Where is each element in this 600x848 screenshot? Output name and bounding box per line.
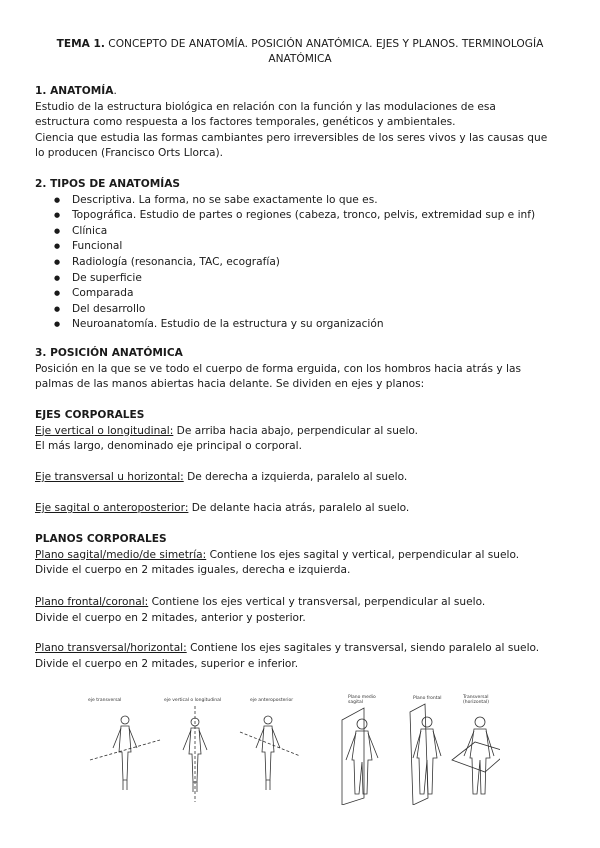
term-label: Eje vertical o longitudinal: [35,424,174,437]
paragraph-line: Divide el cuerpo en 2 mitades, superior e inferior. [35,657,299,670]
paragraph-line: lo producen (Francisco Orts Llorca). [35,147,223,160]
list-item: ● Neuroanatomía. Estudio de la estructura y su organización [35,317,565,333]
paragraph-line: Ciencia que estudia las formas cambiantes pero irreversibles de los seres vivos y las causas que [35,131,548,144]
term-label: Plano sagital/medio/de simetría: [35,548,207,561]
figure-label: eje transversal [88,698,122,703]
term-label: Plano frontal/coronal: [35,596,149,608]
paragraph-line: palmas de las manos abiertas hacia delante. Se dividen en ejes y planos: [35,378,425,391]
frontal-plane [410,704,428,805]
term-text: De delante hacia atrás, paralelo al suelo. [188,502,410,514]
axis-line [240,732,300,756]
human-figure-icon [346,719,378,794]
section-heading: PLANOS CORPORALES [35,533,167,545]
section-tipos [35,177,565,333]
term-text: De derecha a izquierda, paralelo al suelo. [183,471,408,483]
list-item: ● Topográfica. Estudio de partes o regiones (cabeza, tronco, pelvis, extremidad sup e inf) [35,208,565,224]
section-heading: 1. ANATOMÍA [35,85,114,97]
list-item: ● Radiología (resonancia, TAC, ecografía) [35,255,565,271]
paragraph-line: estructura como respuesta a los factores temporales, genéticos y ambientales. [35,116,456,129]
section-posicion [35,346,565,393]
human-figure-icon [183,718,207,792]
section-heading: EJES CORPORALES [35,409,145,421]
plano-transversal [35,641,565,672]
paragraph-line: Divide el cuerpo en 2 mitades, anterior y posterior. [35,611,306,624]
figure-label: Transversal (horizontal) [463,695,489,705]
figure-label: eje vertical o longitudinal [164,698,222,703]
section-planos [35,532,565,579]
eje-sagital [35,501,565,517]
axis-line [90,740,160,760]
heading-tail: . [113,85,117,97]
list-item: ● Descriptiva. La forma, no se sabe exactamente lo que es. [35,193,565,209]
term-label: Eje transversal u horizontal: [35,471,184,483]
term-label: Eje sagital o anteroposterior: [35,502,189,514]
paragraph-line: Posición en la que se ve todo el cuerpo de forma erguida, con los hombros hacia atrás y las [35,362,522,375]
title-text: CONCEPTO DE ANATOMÍA. POSICIÓN ANATÓMICA. EJES Y PLANOS. TERMINOLOGÍA ANATÓMICA [104,38,544,65]
section-heading: 3. POSICIÓN ANATÓMICA [35,347,183,359]
paragraph-line: Estudio de la estructura biológica en relación con la función y las modulaciones de esa [35,100,496,113]
list-item: ● Funcional [35,239,565,255]
list-item: ● De superficie [35,271,565,287]
section-heading: 2. TIPOS DE ANATOMÍAS [35,178,181,190]
term-text: Contiene los ejes vertical y transversal, perpendicular al suelo. [148,596,486,608]
transverse-plane [452,742,500,772]
list-item: ● Comparada [35,286,565,302]
plano-frontal [35,595,565,626]
human-figure-icon [113,716,137,790]
section-anatomia [35,84,565,162]
term-text: Contiene los ejes sagitales y transversal, siendo paralelo al suelo. [186,642,540,654]
section-ejes [35,408,565,455]
figures-svg [80,690,500,805]
figure-label: Plano frontal [413,696,442,701]
eje-transversal [35,470,565,486]
list-item: ● Del desarrollo [35,302,565,318]
figure-label: Plano medio sagital [348,695,376,705]
page-title [40,37,560,67]
anatomy-figures [80,690,500,805]
list-item: ● Clínica [35,224,565,240]
figure-label: eje anteroposterior [250,698,294,703]
human-figure-icon [256,716,280,790]
human-figure-icon [464,717,494,794]
paragraph-line: Divide el cuerpo en 2 mitades iguales, derecha e izquierda. [35,564,351,577]
sagittal-plane [342,708,364,805]
tipos-list [35,193,565,333]
term-text: Contiene los ejes sagital y vertical, perpendicular al suelo. [206,548,520,561]
term-label: Plano transversal/horizontal: [35,642,187,654]
term-text: De arriba hacia abajo, perpendicular al suelo. [173,424,419,437]
title-bold: TEMA 1. [56,38,105,50]
paragraph-line: El más largo, denominado eje principal o corporal. [35,440,302,453]
